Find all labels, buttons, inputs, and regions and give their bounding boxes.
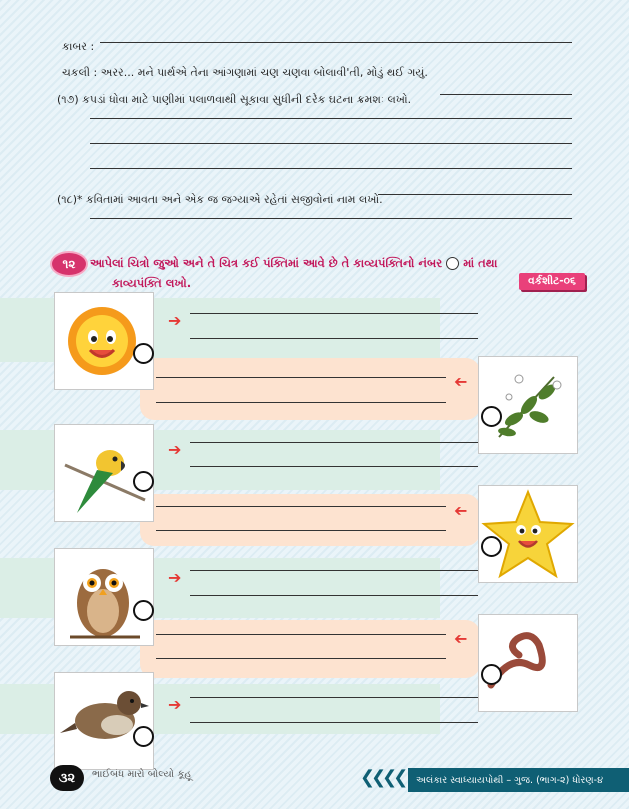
answer-line[interactable] [156, 377, 446, 378]
answer-line[interactable] [190, 570, 478, 571]
picture-worm [478, 614, 578, 712]
picture-star [478, 485, 578, 583]
circle-icon [446, 257, 459, 270]
answer-circle[interactable] [133, 471, 154, 492]
answer-circle[interactable] [133, 343, 154, 364]
answer-line[interactable] [156, 658, 446, 659]
star-icon [479, 486, 577, 582]
arrow-left-icon: ➔ [454, 372, 468, 391]
answer-line[interactable] [190, 722, 478, 723]
label-kabar: કાબર : [62, 40, 95, 53]
arrow-left-icon: ➔ [454, 501, 468, 520]
instruction-line-2: કાવ્યપંક્તિ લખો. [112, 276, 192, 290]
answer-line[interactable] [190, 313, 478, 314]
answer-line[interactable] [90, 218, 572, 219]
peach-band [140, 358, 480, 420]
picture-plant [478, 356, 578, 454]
owl-icon [55, 549, 153, 645]
picture-sun [54, 292, 154, 390]
answer-line[interactable] [156, 634, 446, 635]
answer-line[interactable] [156, 530, 446, 531]
question-17: (૧૭) કપડાં ધોવા માટે પાણીમાં પલાળવાથી સૂકાવા સુધીની દરેક ઘટના ક્રમશઃ લખો. [57, 93, 412, 106]
page-number: ૩૨ [50, 765, 84, 791]
arrow-right-icon: ➔ [168, 440, 182, 459]
answer-circle[interactable] [481, 664, 502, 685]
arrow-right-icon: ➔ [168, 568, 182, 587]
picture-sparrow [54, 672, 154, 770]
section-number-badge: ૧૨ [50, 251, 88, 277]
answer-line[interactable] [190, 338, 478, 339]
instruction-line-1 [90, 256, 497, 271]
answer-circle[interactable] [133, 726, 154, 747]
answer-line[interactable] [90, 143, 572, 144]
picture-owl [54, 548, 154, 646]
chakli-dialogue: ચકલી : અરર... મને પાર્થએ તેના આંગણામાં ચણ ચણવા બોલાવી'તી, મોડું થઈ ગયું. [62, 66, 428, 79]
arrow-left-icon: ➔ [454, 629, 468, 648]
answer-line[interactable] [190, 442, 478, 443]
footer-right-text: અલંકાર સ્વાધ્યાયપોથી – ગુજ. (ભાગ-૨) ધોરણ-૪ [408, 768, 629, 792]
chevrons-icon: ❮❮❮❮ [360, 767, 405, 788]
plant-icon [479, 357, 577, 453]
arrow-right-icon: ➔ [168, 311, 182, 330]
sun-icon [55, 293, 153, 389]
answer-line[interactable] [156, 402, 446, 403]
instruction-text: આપેલાં ચિત્રો જુઓ અને તે ચિત્ર કઈ પંક્તિમાં આવે છે તે કાવ્યપંક્તિનો નંબર [90, 256, 443, 270]
instruction-text-mid: માં તથા [463, 256, 498, 270]
question-18: (૧૮)* કવિતામાં આવતા અને એક જ જગ્યાએ રહેતાં સજીવોનાં નામ લખો. [57, 193, 383, 206]
answer-line[interactable] [190, 595, 478, 596]
answer-line[interactable] [378, 194, 572, 195]
worksheet-tag: વર્કશીટ-૦૬ [519, 273, 585, 290]
answer-line[interactable] [190, 697, 478, 698]
answer-line[interactable] [100, 42, 572, 43]
answer-circle[interactable] [133, 600, 154, 621]
answer-circle[interactable] [481, 406, 502, 427]
peach-band [140, 620, 480, 678]
answer-line[interactable] [90, 168, 572, 169]
arrow-right-icon: ➔ [168, 695, 182, 714]
footer-left-text: ભાઈબંધ મારો બોલ્યો કૂહૂ [92, 769, 192, 780]
answer-line[interactable] [190, 466, 478, 467]
peach-band [140, 494, 480, 546]
answer-line[interactable] [440, 94, 572, 95]
answer-line[interactable] [156, 506, 446, 507]
answer-circle[interactable] [481, 536, 502, 557]
worm-icon [479, 615, 577, 711]
answer-line[interactable] [90, 118, 572, 119]
